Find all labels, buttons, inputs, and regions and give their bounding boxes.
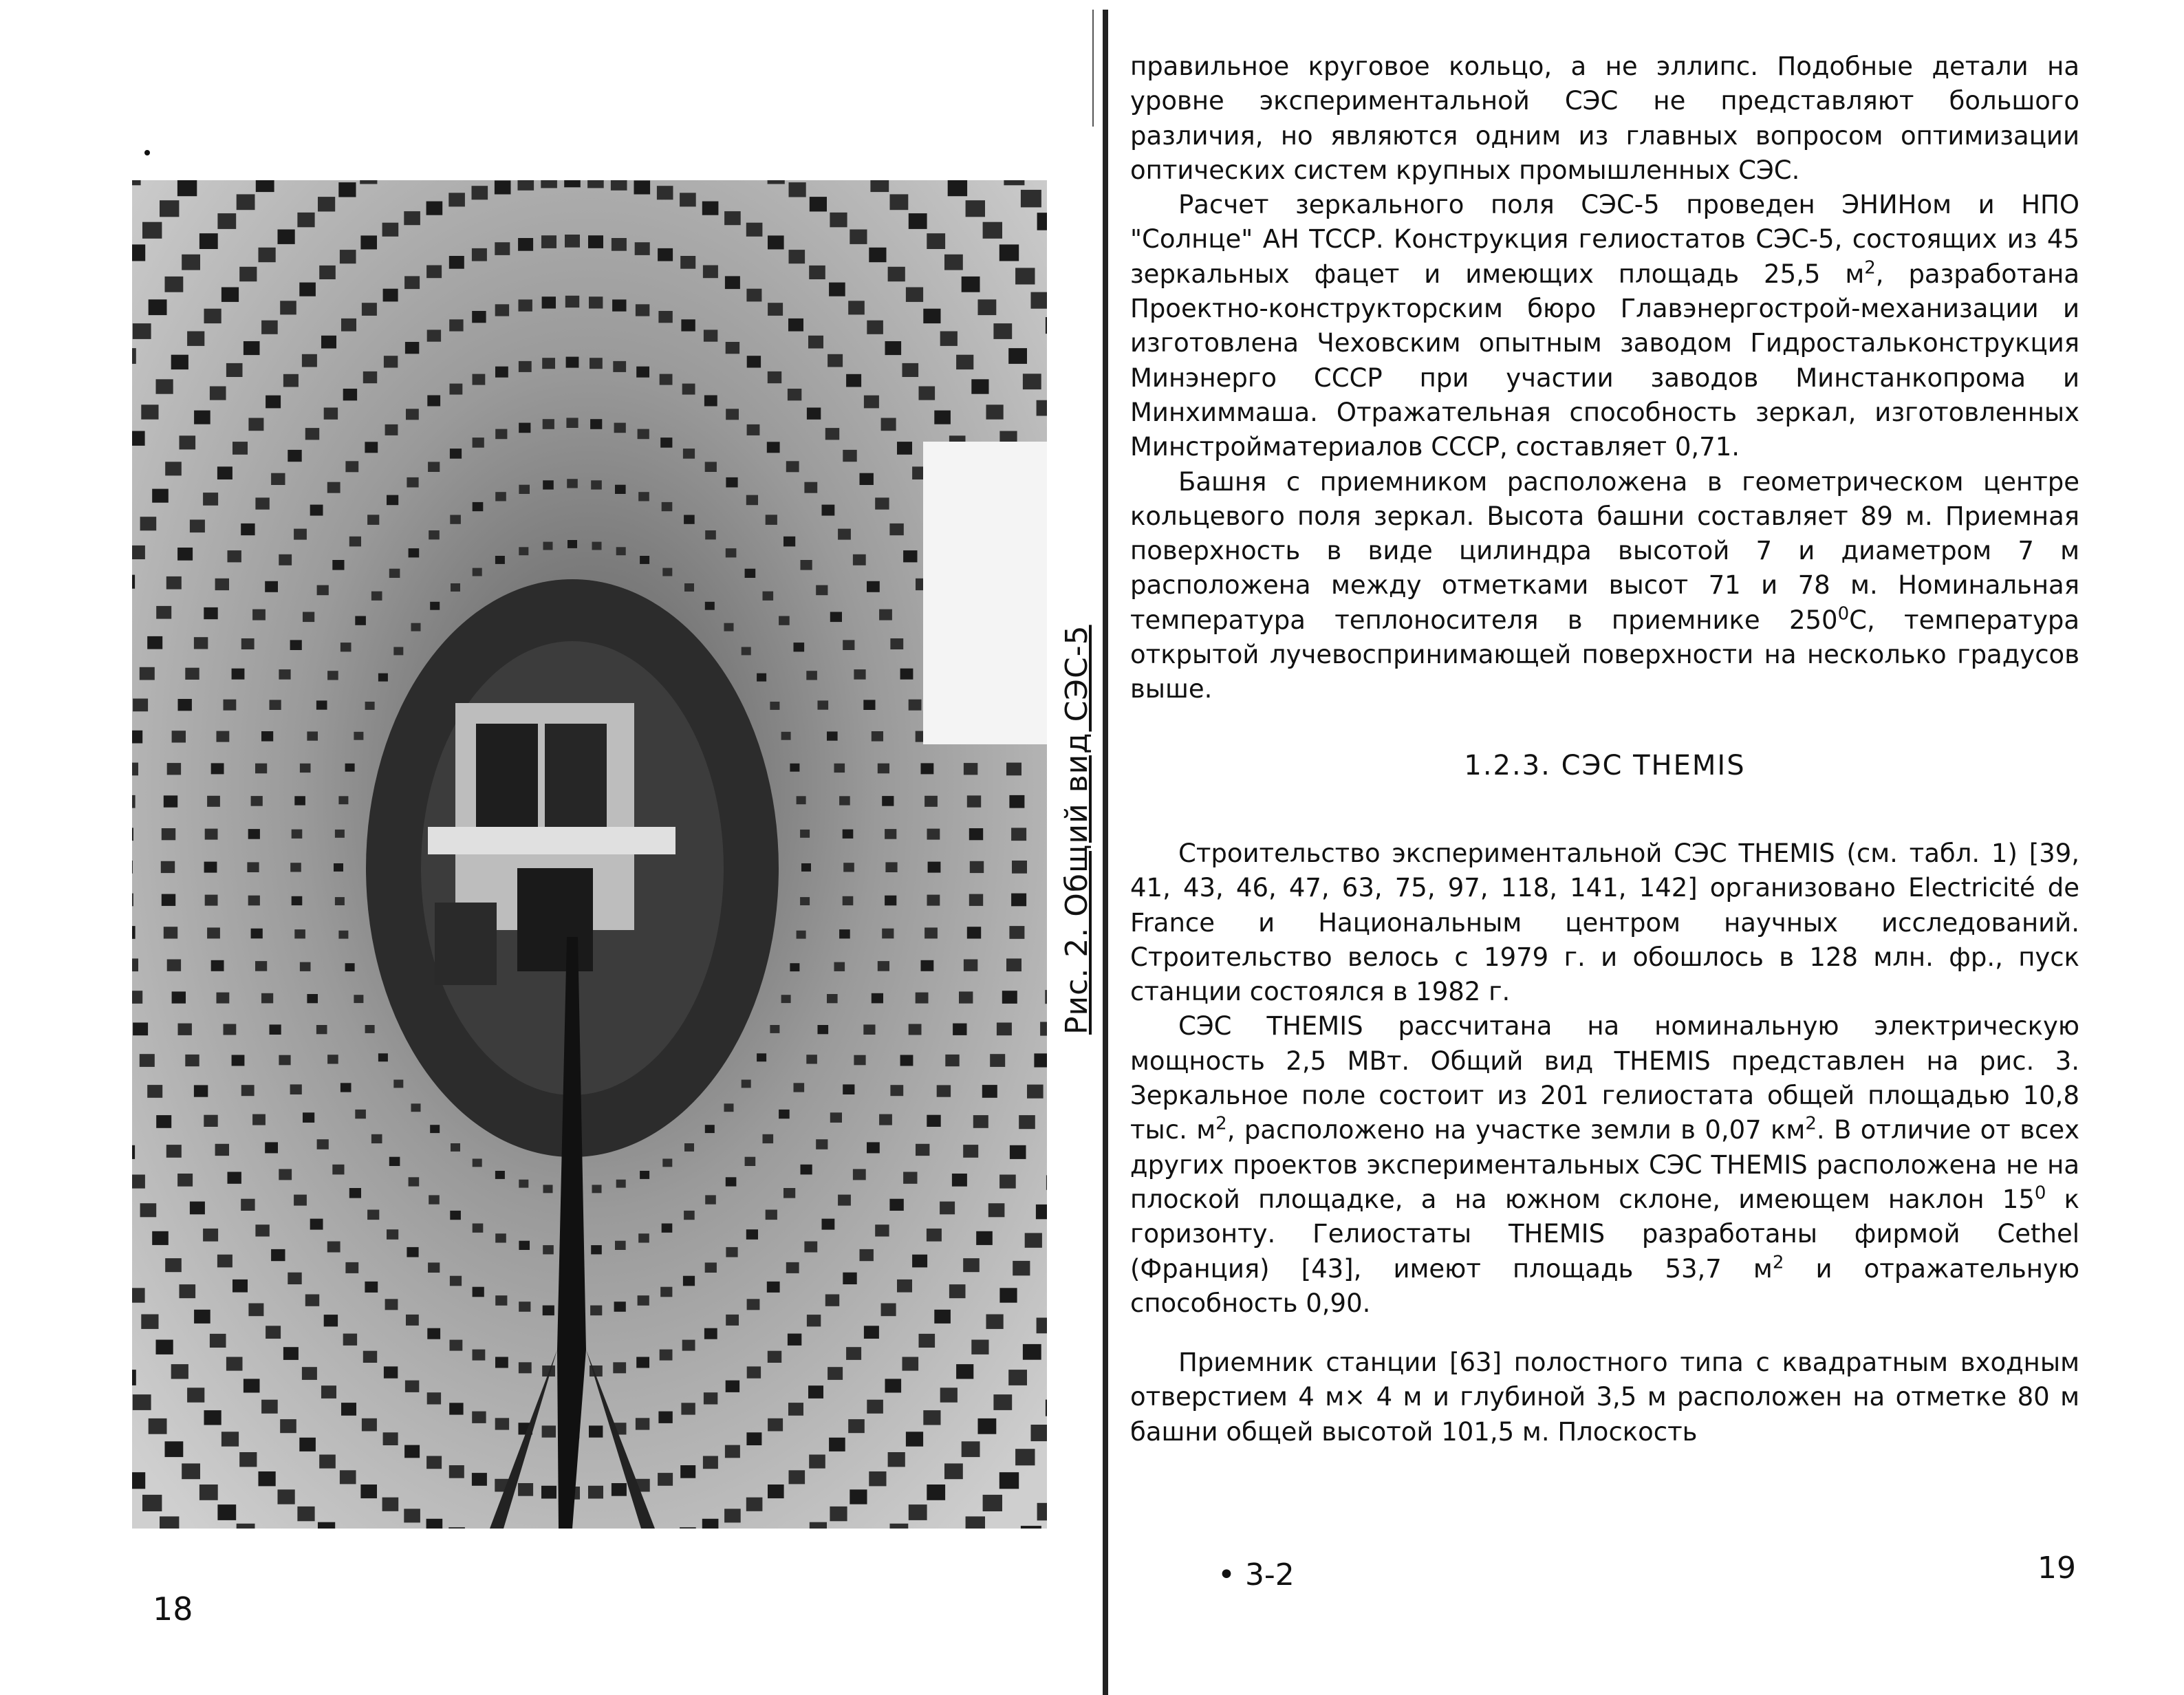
paragraph: Приемник станции [63] полостного типа с квадратным входным отверстием 4 м× 4 м и глубиной 3,5 м расположен на отметке 80 м башни общей высотой 101,5 м. Плоскость [1130,1348,2079,1447]
page-number-right: 19 [2037,1551,2076,1586]
paragraph: СЭС THEMIS рассчитана на номинальную электрическую мощность 2,5 МВт. Общий вид THEMIS представлен на рис. 3. Зеркальное поле состоит из 201 гелиостата общей площадью 10,8 тыс. $м^2$, расположено на участке земли в 0,07 $км^2$. В отличие от всех других проектов экспериментальных СЭС THEMIS расположена не на плоской площадке, а на южном склоне, имеющем наклон $15^0$ к горизонту. Гелиостаты THEMIS разработаны фирмой Cethel (Франция) [43], имеют площадь 53,7 $м^2$ и отражательную способность 0,90. [1130,1011,2080,1318]
section-title: 1.2.3. СЭС THEMIS [1464,749,1746,781]
heliostat-field-photo-icon [132,180,1047,1529]
right-page-text [1130,50,2079,1449]
page-number-left: 18 [153,1590,193,1628]
paragraph: Башня с приемником расположена в геометрическом центре кольцевого поля зеркал. Высота башни составляет 89 м. Приемная поверхность в виде цилиндра высотой 7 и диаметром 7 м расположена между отметками высот 71 и 78 м. Номинальная температура теплоносителя в приемнике $250^0С$, температура открытой лучевоспринимающей поверхности на несколько градусов выше. [1130,466,2079,704]
gutter-line [1092,10,1094,127]
paragraph: правильное круговое кольцо, а не эллипс. Подобные детали на уровне экспериментальной СЭС не представляют большого различия, но являются одним из главных вопросом оптимизации оптических систем крупных промышленных СЭС. [1130,52,2079,185]
speck-mark [144,150,150,155]
page-gutter [1103,10,1108,1695]
paragraph: Строительство экспериментальной СЭС THEMIS (см. табл. 1) [39, 41, 43, 46, 47, 63, 75, 97, 118, 141, 142] организовано Electricité de France и Национальным центром научных исследований. Строительство велось с 1979 г. и обошлось в 128 млн. фр., пуск станции состоялся в 1982 г. [1130,838,2079,1007]
signature-mark: • 3-2 [1218,1557,1295,1593]
figure-photo [132,180,1047,1529]
paragraph: Расчет зеркального поля СЭС-5 проведен ЭНИНом и НПО "Солнце" АН ТССР. Конструкция гелиостатов СЭС-5, состоящих из 45 зеркальных фацет и имеющих площадь 25,5 $м^2$, разработана Проектно-конструкторским бюро Главэнергострой-механизации и изготовлена Чеховским опытным заводом Гидростальконструкция Минэнерго СССР при участии заводов Минстанкопрома и Минхиммаша. Отражательная способность зеркал, изготовленных Минстройматериалов СССР, составляет 0,71. [1130,190,2079,462]
figure-caption: Рис. 2. Общий вид СЭС-5 [1059,625,1094,1035]
